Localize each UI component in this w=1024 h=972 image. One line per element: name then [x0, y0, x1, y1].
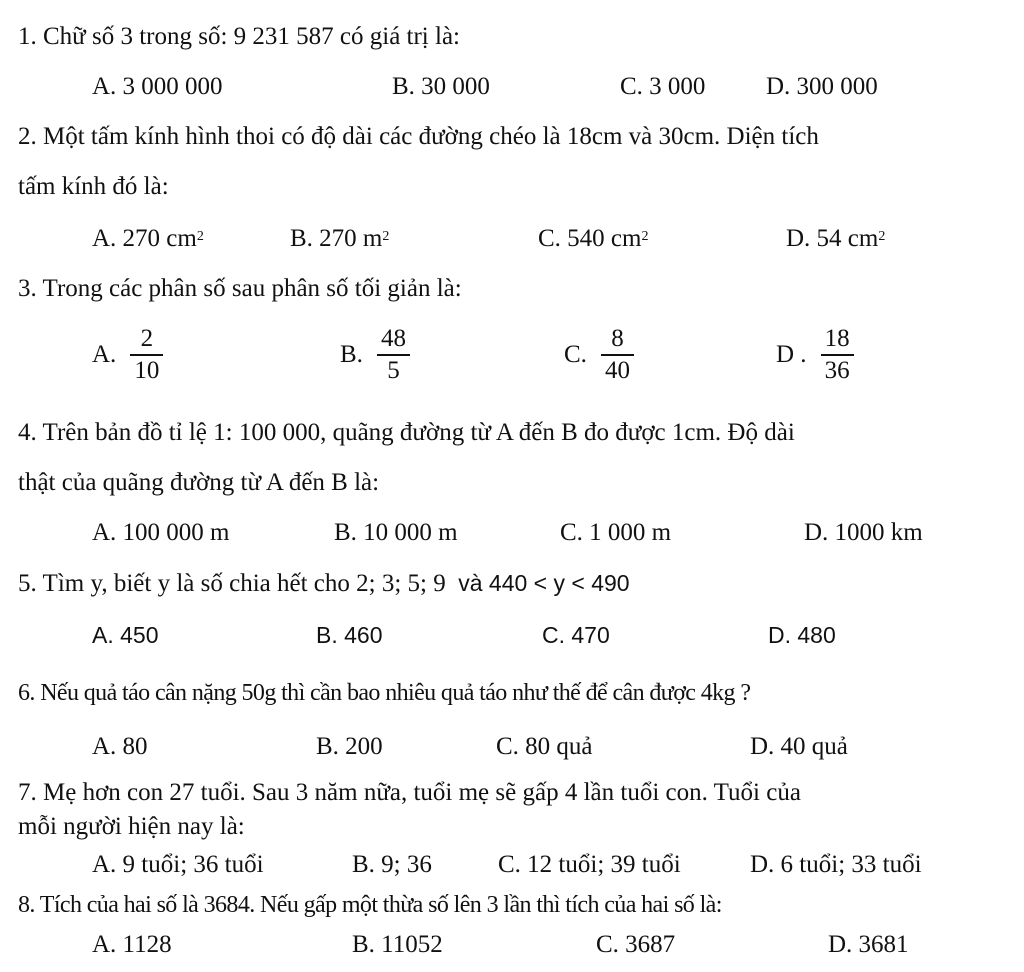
question-5-text-main: 5. Tìm y, biết y là số chia hết cho 2; 3; 5; 9: [18, 570, 446, 597]
q1-option-b: B. 30 000: [392, 73, 490, 100]
q5-option-d: D. 480: [768, 622, 836, 648]
question-5-condition: và 440 < y < 490: [458, 570, 630, 596]
q4-option-c: C. 1 000 m: [560, 519, 672, 546]
q3-option-c-label: C.: [564, 341, 587, 368]
q5-option-b: B. 460: [316, 622, 383, 648]
question-5-text: [18, 568, 630, 599]
q3-option-a-fraction: $\frac{2}{10}$: [130, 326, 163, 384]
question-8-text: 8. Tích của hai số là 3684. Nếu gấp một thừa số lên 3 lần thì tích của hai số là:: [18, 892, 722, 918]
q8-option-b: B. 11052: [352, 931, 443, 958]
q7-option-a: A. 9 tuổi; 36 tuổi: [92, 851, 264, 878]
q4-option-b: B. 10 000 m: [334, 519, 458, 546]
q8-option-c: C. 3687: [596, 931, 676, 958]
q3-option-d: [776, 326, 854, 384]
q6-option-d: D. 40 quả: [750, 733, 848, 760]
question-7-line-2: mỗi người hiện nay là:: [18, 813, 245, 840]
q4-option-a: A. 100 000 m: [92, 519, 230, 546]
q1-option-c: C. 3 000: [620, 73, 706, 100]
q7-option-d: D. 6 tuổi; 33 tuổi: [750, 851, 922, 878]
q6-option-b: B. 200: [316, 733, 383, 760]
q6-option-a: A. 80: [92, 733, 148, 760]
question-2-line-2: tấm kính đó là:: [18, 173, 169, 200]
q6-option-c: C. 80 quả: [496, 733, 593, 760]
q1-option-a: A. 3 000 000: [92, 73, 223, 100]
q3-option-d-fraction: $\frac{18}{36}$: [821, 326, 854, 384]
question-4-line-2: thật của quãng đường từ A đến B là:: [18, 469, 380, 496]
question-2-line-1: 2. Một tấm kính hình thoi có độ dài các đường chéo là 18cm và 30cm. Diện tích: [18, 123, 819, 150]
q7-option-b: B. 9; 36: [352, 851, 432, 878]
q2-option-c: C. 540 $cm^2$: [538, 225, 649, 252]
q3-option-c: [564, 326, 634, 384]
q2-option-a: A. 270 $cm^2$: [92, 225, 204, 252]
q3-option-a-label: A.: [92, 341, 117, 368]
q8-option-d: D. 3681: [828, 931, 909, 958]
question-4-line-1: 4. Trên bản đồ tỉ lệ 1: 100 000, quãng đường từ A đến B đo được 1cm. Độ dài: [18, 419, 795, 446]
q3-option-b-label: B.: [340, 341, 363, 368]
q3-option-c-fraction: $\frac{8}{40}$: [601, 326, 634, 384]
q3-option-b-fraction: $\frac{48}{5}$: [377, 326, 410, 384]
q7-option-c: C. 12 tuổi; 39 tuổi: [498, 851, 681, 878]
q5-option-a: A. 450: [92, 622, 159, 648]
q8-option-a: A. 1128: [92, 931, 172, 958]
question-6-text: 6. Nếu quả táo cân nặng 50g thì cần bao nhiêu quả táo như thế để cân được 4kg ?: [18, 680, 751, 706]
q2-option-b: B. 270 $m^2$: [290, 225, 390, 252]
q3-option-b: [340, 326, 410, 384]
question-1-text: 1. Chữ số 3 trong số: 9 231 587 có giá trị là:: [18, 23, 460, 50]
question-7-line-1: 7. Mẹ hơn con 27 tuổi. Sau 3 năm nữa, tuổi mẹ sẽ gấp 4 lần tuổi con. Tuổi của: [18, 779, 801, 806]
q2-option-d: D. 54 $cm^2$: [786, 225, 886, 252]
q1-option-d: D. 300 000: [766, 73, 878, 100]
q5-option-c: C. 470: [542, 622, 610, 648]
q3-option-a: [92, 326, 163, 384]
q4-option-d: D. 1000 km: [804, 519, 923, 546]
q3-option-d-label: D .: [776, 341, 807, 368]
question-3-text: 3. Trong các phân số sau phân số tối giản là:: [18, 275, 462, 302]
